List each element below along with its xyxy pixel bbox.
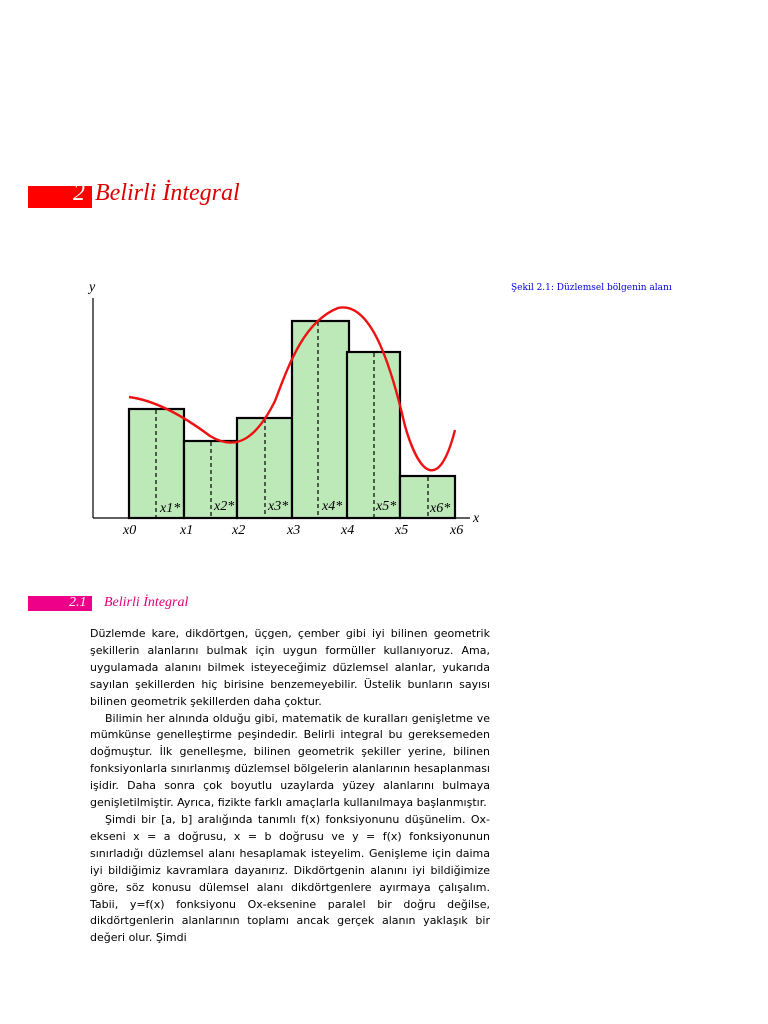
- sample-label-5: x5*: [376, 499, 397, 514]
- rectangle-4: [292, 321, 349, 518]
- riemann-sum-figure: [80, 276, 500, 546]
- rectangles: [129, 321, 455, 518]
- chapter-number: 2: [73, 180, 85, 206]
- section-number: 2.1: [69, 595, 87, 610]
- sample-label-6: x6*: [430, 501, 451, 516]
- partition-label-3: x3: [287, 523, 301, 538]
- partition-label-6: x6: [450, 523, 464, 538]
- partition-label-2: x2: [232, 523, 246, 538]
- paragraph-3: Şimdi bir [a, b] aralığında tanımlı f(x) fonksiyonunu düşünelim. Ox- ekseni x = a doğrusu, x = b doğrusu ve y = f(x) fonksiyonunun sınırladığı düzlemsel alanı hesaplamak isteyelim. Genişleme için daima iyi bildiğimiz kavramlara dayanırız. Dikdörtgenin alanını iyi bildiğimize göre, söz konusu dülemsel alanı dikdörtgenlere ayırmaya çalışalım. Tabii, y=f(x) fonksiyonu Ox-eksenine paralel bir doğru değilse, dikdörtgenlerin alanlarının toplamı ancak gerçek alanın yaklaşık bir değeri olur. Şimdi: [90, 812, 490, 945]
- partition-label-4: x4: [341, 523, 355, 538]
- partition-label-5: x5: [395, 523, 409, 538]
- section-title: Belirli İntegral: [104, 595, 189, 610]
- sample-label-4: x4*: [322, 499, 343, 514]
- x-axis-label: x: [473, 511, 480, 526]
- partition-label-1: x1: [180, 523, 194, 538]
- paragraph-1: Düzlemde kare, dikdörtgen, üçgen, çember gibi iyi bilinen geometrik şekillerin alanlarını bulmak için uygun formüller kullanıyoruz. Ama, uygulamada alanını bilmek isteyeceğimiz düzlemsel alanlar, yukarıda sayılan şekillerden hiç birisine benzemeyebilir. Üstelik bunların sayısı bilinen geometrik şekillerden daha çoktur.: [90, 627, 490, 708]
- paragraph-2: Bilimin her alnında olduğu gibi, matematik de kuralları genişletme ve mümkünse genelleştirme peşindedir. Belirli integral bu gereksemeden doğmuştur. İlk genelleşme, bilinen geometrik şekiller yerine, bilinen fonksiyonlarla sınırlanmış düzlemsel bölgelerin alanlarının hesaplanması işidir. Daha sonra çok boyutlu uzaylarda yüzey alanlarını bulmaya genişletilmiştir. Ayrıca, fizikte farklı amaçlarla kullanılmaya başlanmıştır.: [90, 711, 490, 810]
- y-axis-label: y: [89, 280, 96, 295]
- figure-caption: Şekil 2.1: Düzlemsel bölgenin alanı: [511, 283, 672, 293]
- sample-label-2: x2*: [214, 499, 235, 514]
- partition-label-0: x0: [123, 523, 137, 538]
- riemann-sum-diagram: [80, 276, 500, 546]
- body-text: [90, 626, 490, 947]
- sample-label-1: x1*: [160, 501, 181, 516]
- sample-label-3: x3*: [268, 499, 289, 514]
- chapter-title: Belirli İntegral: [95, 180, 240, 206]
